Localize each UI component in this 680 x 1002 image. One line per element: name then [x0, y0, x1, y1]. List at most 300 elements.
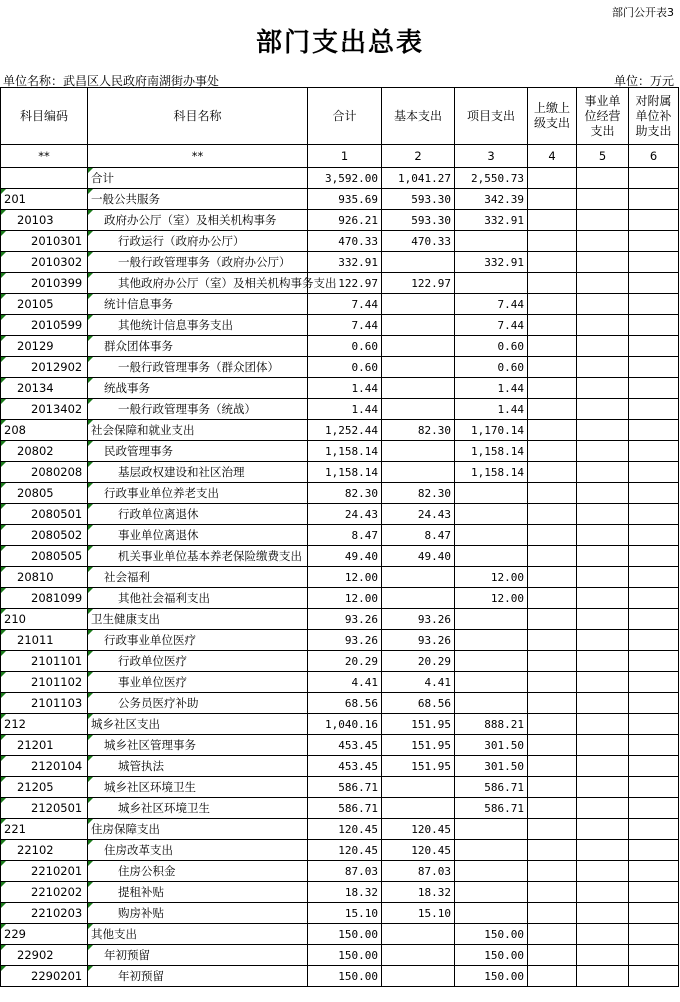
total-cell: 586.71 — [308, 798, 382, 819]
total-cell: 7.44 — [308, 294, 382, 315]
code-cell: 21205 — [1, 777, 88, 798]
basic-cell: 120.45 — [382, 819, 455, 840]
subsidy-cell — [629, 819, 679, 840]
project-cell — [455, 504, 528, 525]
code-cell — [1, 168, 88, 189]
basic-cell: 24.43 — [382, 504, 455, 525]
basic-cell — [382, 588, 455, 609]
total-cell: 150.00 — [308, 966, 382, 987]
basic-cell — [382, 798, 455, 819]
table-row — [1, 504, 679, 525]
name-cell: 一般行政管理事务（统战） — [88, 399, 308, 420]
subsidy-cell — [629, 756, 679, 777]
basic-cell: 82.30 — [382, 420, 455, 441]
index-cell: 2 — [382, 145, 455, 168]
basic-cell: 18.32 — [382, 882, 455, 903]
name-cell: 一般行政管理事务（政府办公厅） — [88, 252, 308, 273]
total-cell: 7.44 — [308, 315, 382, 336]
remit-cell — [528, 882, 577, 903]
project-cell: 332.91 — [455, 210, 528, 231]
name-cell: 统计信息事务 — [88, 294, 308, 315]
total-cell: 12.00 — [308, 588, 382, 609]
index-cell: 4 — [528, 145, 577, 168]
total-cell: 4.41 — [308, 672, 382, 693]
basic-cell: 593.30 — [382, 210, 455, 231]
subsidy-cell — [629, 441, 679, 462]
basic-cell: 1,041.27 — [382, 168, 455, 189]
table-row — [1, 462, 679, 483]
subsidy-cell — [629, 378, 679, 399]
business-cell — [577, 336, 629, 357]
business-cell — [577, 630, 629, 651]
business-cell — [577, 882, 629, 903]
remit-cell — [528, 840, 577, 861]
table-row — [1, 819, 679, 840]
project-cell — [455, 525, 528, 546]
subsidy-cell — [629, 798, 679, 819]
basic-cell — [382, 441, 455, 462]
basic-cell — [382, 294, 455, 315]
project-cell — [455, 861, 528, 882]
subsidy-cell — [629, 168, 679, 189]
basic-cell: 593.30 — [382, 189, 455, 210]
code-cell: 2012902 — [1, 357, 88, 378]
subsidy-cell — [629, 504, 679, 525]
name-cell: 卫生健康支出 — [88, 609, 308, 630]
subsidy-cell — [629, 651, 679, 672]
name-cell: 合计 — [88, 168, 308, 189]
table-row — [1, 588, 679, 609]
business-cell — [577, 483, 629, 504]
subsidy-cell — [629, 315, 679, 336]
subsidy-cell — [629, 945, 679, 966]
remit-cell — [528, 546, 577, 567]
col-header-business: 事业单位经营支出 — [577, 88, 629, 145]
business-cell — [577, 798, 629, 819]
project-cell: 7.44 — [455, 294, 528, 315]
code-cell: 210 — [1, 609, 88, 630]
project-cell: 0.60 — [455, 357, 528, 378]
name-cell: 机关事业单位基本养老保险缴费支出 — [88, 546, 308, 567]
name-cell: 城管执法 — [88, 756, 308, 777]
remit-cell — [528, 273, 577, 294]
total-cell: 0.60 — [308, 336, 382, 357]
code-cell: 2080502 — [1, 525, 88, 546]
table-row — [1, 861, 679, 882]
remit-cell — [528, 735, 577, 756]
name-cell: 一般公共服务 — [88, 189, 308, 210]
report-number-label: 部门公开表3 — [612, 6, 674, 19]
code-cell: 22102 — [1, 840, 88, 861]
name-cell: 购房补贴 — [88, 903, 308, 924]
total-cell: 470.33 — [308, 231, 382, 252]
basic-cell: 4.41 — [382, 672, 455, 693]
subsidy-cell — [629, 693, 679, 714]
total-cell: 453.45 — [308, 735, 382, 756]
index-cell: 3 — [455, 145, 528, 168]
remit-cell — [528, 357, 577, 378]
total-cell: 150.00 — [308, 945, 382, 966]
basic-cell: 68.56 — [382, 693, 455, 714]
name-cell: 统战事务 — [88, 378, 308, 399]
subsidy-cell — [629, 294, 679, 315]
business-cell — [577, 210, 629, 231]
total-cell: 150.00 — [308, 924, 382, 945]
total-cell: 120.45 — [308, 840, 382, 861]
name-cell: 城乡社区支出 — [88, 714, 308, 735]
name-cell: 城乡社区环境卫生 — [88, 798, 308, 819]
code-cell: 2210202 — [1, 882, 88, 903]
total-cell: 3,592.00 — [308, 168, 382, 189]
business-cell — [577, 924, 629, 945]
remit-cell — [528, 462, 577, 483]
remit-cell — [528, 189, 577, 210]
project-cell — [455, 819, 528, 840]
table-row — [1, 714, 679, 735]
code-cell: 2210203 — [1, 903, 88, 924]
name-cell: 公务员医疗补助 — [88, 693, 308, 714]
table-row — [1, 567, 679, 588]
business-cell — [577, 693, 629, 714]
remit-cell — [528, 903, 577, 924]
remit-cell — [528, 588, 577, 609]
remit-cell — [528, 441, 577, 462]
code-cell: 22902 — [1, 945, 88, 966]
code-cell: 2081099 — [1, 588, 88, 609]
total-cell: 926.21 — [308, 210, 382, 231]
remit-cell — [528, 945, 577, 966]
total-cell: 82.30 — [308, 483, 382, 504]
remit-cell — [528, 231, 577, 252]
remit-cell — [528, 819, 577, 840]
table-row — [1, 441, 679, 462]
code-cell: 21011 — [1, 630, 88, 651]
remit-cell — [528, 924, 577, 945]
subsidy-cell — [629, 462, 679, 483]
name-cell: 其他政府办公厅（室）及相关机构事务支出 — [88, 273, 308, 294]
code-cell: 2120104 — [1, 756, 88, 777]
basic-cell: 151.95 — [382, 756, 455, 777]
business-cell — [577, 525, 629, 546]
header-row — [1, 88, 679, 145]
remit-cell — [528, 336, 577, 357]
code-cell: 2010302 — [1, 252, 88, 273]
project-cell: 1,158.14 — [455, 441, 528, 462]
code-cell: 2013402 — [1, 399, 88, 420]
project-cell: 888.21 — [455, 714, 528, 735]
project-cell: 586.71 — [455, 777, 528, 798]
subsidy-cell — [629, 966, 679, 987]
table-row — [1, 168, 679, 189]
subsidy-cell — [629, 525, 679, 546]
project-cell: 301.50 — [455, 735, 528, 756]
table-row — [1, 924, 679, 945]
subsidy-cell — [629, 588, 679, 609]
total-cell: 8.47 — [308, 525, 382, 546]
name-cell: 政府办公厅（室）及相关机构事务 — [88, 210, 308, 231]
business-cell — [577, 945, 629, 966]
subsidy-cell — [629, 861, 679, 882]
total-cell: 1,158.14 — [308, 441, 382, 462]
subsidy-cell — [629, 672, 679, 693]
business-cell — [577, 651, 629, 672]
table-row — [1, 840, 679, 861]
total-cell: 20.29 — [308, 651, 382, 672]
basic-cell — [382, 399, 455, 420]
code-cell: 221 — [1, 819, 88, 840]
project-cell — [455, 609, 528, 630]
code-cell: 2010301 — [1, 231, 88, 252]
index-cell: 6 — [629, 145, 679, 168]
code-cell: 229 — [1, 924, 88, 945]
subsidy-cell — [629, 189, 679, 210]
subsidy-cell — [629, 609, 679, 630]
subsidy-cell — [629, 546, 679, 567]
total-cell: 332.91 — [308, 252, 382, 273]
expenditure-table — [0, 87, 679, 987]
code-cell: 20134 — [1, 378, 88, 399]
table-row — [1, 756, 679, 777]
currency-unit: 单位：万元 — [613, 74, 674, 88]
business-cell — [577, 735, 629, 756]
code-cell: 20805 — [1, 483, 88, 504]
col-header-project: 项目支出 — [455, 88, 528, 145]
table-row — [1, 903, 679, 924]
name-cell: 其他社会福利支出 — [88, 588, 308, 609]
table-row — [1, 294, 679, 315]
project-cell: 150.00 — [455, 945, 528, 966]
total-cell: 122.97 — [308, 273, 382, 294]
remit-cell — [528, 210, 577, 231]
subsidy-cell — [629, 231, 679, 252]
project-cell: 150.00 — [455, 966, 528, 987]
project-cell — [455, 693, 528, 714]
remit-cell — [528, 777, 577, 798]
total-cell: 453.45 — [308, 756, 382, 777]
basic-cell: 470.33 — [382, 231, 455, 252]
table-row — [1, 672, 679, 693]
total-cell: 93.26 — [308, 609, 382, 630]
col-header-name: 科目名称 — [88, 88, 308, 145]
business-cell — [577, 252, 629, 273]
name-cell: 社会保障和就业支出 — [88, 420, 308, 441]
col-header-total: 合计 — [308, 88, 382, 145]
total-cell: 1,252.44 — [308, 420, 382, 441]
table-row — [1, 777, 679, 798]
total-cell: 1,158.14 — [308, 462, 382, 483]
basic-cell — [382, 462, 455, 483]
project-cell: 301.50 — [455, 756, 528, 777]
total-cell: 586.71 — [308, 777, 382, 798]
name-cell: 住房公积金 — [88, 861, 308, 882]
subsidy-cell — [629, 567, 679, 588]
project-cell — [455, 672, 528, 693]
business-cell — [577, 861, 629, 882]
remit-cell — [528, 798, 577, 819]
basic-cell: 93.26 — [382, 630, 455, 651]
remit-cell — [528, 378, 577, 399]
remit-cell — [528, 252, 577, 273]
index-cell: 1 — [308, 145, 382, 168]
name-cell: 行政事业单位养老支出 — [88, 483, 308, 504]
basic-cell: 151.95 — [382, 735, 455, 756]
remit-cell — [528, 672, 577, 693]
table-row — [1, 483, 679, 504]
table-row — [1, 210, 679, 231]
business-cell — [577, 714, 629, 735]
remit-cell — [528, 756, 577, 777]
basic-cell: 15.10 — [382, 903, 455, 924]
name-cell: 基层政权建设和社区治理 — [88, 462, 308, 483]
code-cell: 2080505 — [1, 546, 88, 567]
subsidy-cell — [629, 336, 679, 357]
table-row — [1, 651, 679, 672]
name-cell: 行政事业单位医疗 — [88, 630, 308, 651]
code-cell: 2290201 — [1, 966, 88, 987]
business-cell — [577, 315, 629, 336]
name-cell: 年初预留 — [88, 945, 308, 966]
table-row — [1, 189, 679, 210]
name-cell: 住房改革支出 — [88, 840, 308, 861]
name-cell: 一般行政管理事务（群众团体） — [88, 357, 308, 378]
remit-cell — [528, 483, 577, 504]
total-cell: 93.26 — [308, 630, 382, 651]
project-cell: 1,170.14 — [455, 420, 528, 441]
project-cell: 2,550.73 — [455, 168, 528, 189]
name-cell: 事业单位离退休 — [88, 525, 308, 546]
subsidy-cell — [629, 357, 679, 378]
name-cell: 城乡社区管理事务 — [88, 735, 308, 756]
unit-name: 单位名称：武昌区人民政府南湖街办事处 — [3, 74, 220, 88]
project-cell: 7.44 — [455, 315, 528, 336]
subsidy-cell — [629, 630, 679, 651]
remit-cell — [528, 651, 577, 672]
business-cell — [577, 441, 629, 462]
index-cell: ** — [1, 145, 88, 168]
basic-cell: 120.45 — [382, 840, 455, 861]
project-cell: 1.44 — [455, 399, 528, 420]
table-row — [1, 966, 679, 987]
code-cell: 201 — [1, 189, 88, 210]
business-cell — [577, 840, 629, 861]
project-cell — [455, 651, 528, 672]
code-cell: 20802 — [1, 441, 88, 462]
name-cell: 住房保障支出 — [88, 819, 308, 840]
remit-cell — [528, 630, 577, 651]
business-cell — [577, 504, 629, 525]
code-cell: 2210201 — [1, 861, 88, 882]
total-cell: 1.44 — [308, 399, 382, 420]
table-row — [1, 693, 679, 714]
basic-cell — [382, 315, 455, 336]
table-row — [1, 630, 679, 651]
basic-cell — [382, 966, 455, 987]
subsidy-cell — [629, 777, 679, 798]
project-cell: 332.91 — [455, 252, 528, 273]
basic-cell: 93.26 — [382, 609, 455, 630]
table-row — [1, 252, 679, 273]
code-cell: 2120501 — [1, 798, 88, 819]
business-cell — [577, 756, 629, 777]
basic-cell: 8.47 — [382, 525, 455, 546]
business-cell — [577, 273, 629, 294]
col-header-code: 科目编码 — [1, 88, 88, 145]
subsidy-cell — [629, 210, 679, 231]
table-row — [1, 420, 679, 441]
remit-cell — [528, 861, 577, 882]
table-row — [1, 798, 679, 819]
subsidy-cell — [629, 903, 679, 924]
total-cell: 68.56 — [308, 693, 382, 714]
table-row — [1, 357, 679, 378]
subsidy-cell — [629, 714, 679, 735]
project-cell: 0.60 — [455, 336, 528, 357]
col-header-remit: 上缴上级支出 — [528, 88, 577, 145]
code-cell: 212 — [1, 714, 88, 735]
project-cell: 1,158.14 — [455, 462, 528, 483]
subsidy-cell — [629, 882, 679, 903]
project-cell: 12.00 — [455, 567, 528, 588]
code-cell: 20810 — [1, 567, 88, 588]
subsidy-cell — [629, 840, 679, 861]
business-cell — [577, 420, 629, 441]
business-cell — [577, 672, 629, 693]
table-row — [1, 609, 679, 630]
project-cell: 342.39 — [455, 189, 528, 210]
basic-cell — [382, 336, 455, 357]
basic-cell: 82.30 — [382, 483, 455, 504]
table-row — [1, 231, 679, 252]
project-cell — [455, 273, 528, 294]
name-cell: 群众团体事务 — [88, 336, 308, 357]
remit-cell — [528, 420, 577, 441]
business-cell — [577, 567, 629, 588]
business-cell — [577, 966, 629, 987]
project-cell — [455, 840, 528, 861]
subsidy-cell — [629, 735, 679, 756]
code-cell: 2010599 — [1, 315, 88, 336]
col-header-subsidy: 对附属单位补助支出 — [629, 88, 679, 145]
business-cell — [577, 462, 629, 483]
business-cell — [577, 609, 629, 630]
total-cell: 24.43 — [308, 504, 382, 525]
project-cell: 1.44 — [455, 378, 528, 399]
remit-cell — [528, 168, 577, 189]
project-cell — [455, 546, 528, 567]
code-cell: 20105 — [1, 294, 88, 315]
name-cell: 事业单位医疗 — [88, 672, 308, 693]
business-cell — [577, 903, 629, 924]
business-cell — [577, 819, 629, 840]
name-cell: 行政单位医疗 — [88, 651, 308, 672]
basic-cell: 49.40 — [382, 546, 455, 567]
remit-cell — [528, 504, 577, 525]
name-cell: 城乡社区环境卫生 — [88, 777, 308, 798]
code-cell: 208 — [1, 420, 88, 441]
total-cell: 1,040.16 — [308, 714, 382, 735]
remit-cell — [528, 609, 577, 630]
code-cell: 2080501 — [1, 504, 88, 525]
business-cell — [577, 231, 629, 252]
table-row — [1, 525, 679, 546]
basic-cell — [382, 357, 455, 378]
table-row — [1, 945, 679, 966]
basic-cell — [382, 924, 455, 945]
name-cell: 其他统计信息事务支出 — [88, 315, 308, 336]
table-row — [1, 399, 679, 420]
col-header-basic: 基本支出 — [382, 88, 455, 145]
project-cell — [455, 903, 528, 924]
